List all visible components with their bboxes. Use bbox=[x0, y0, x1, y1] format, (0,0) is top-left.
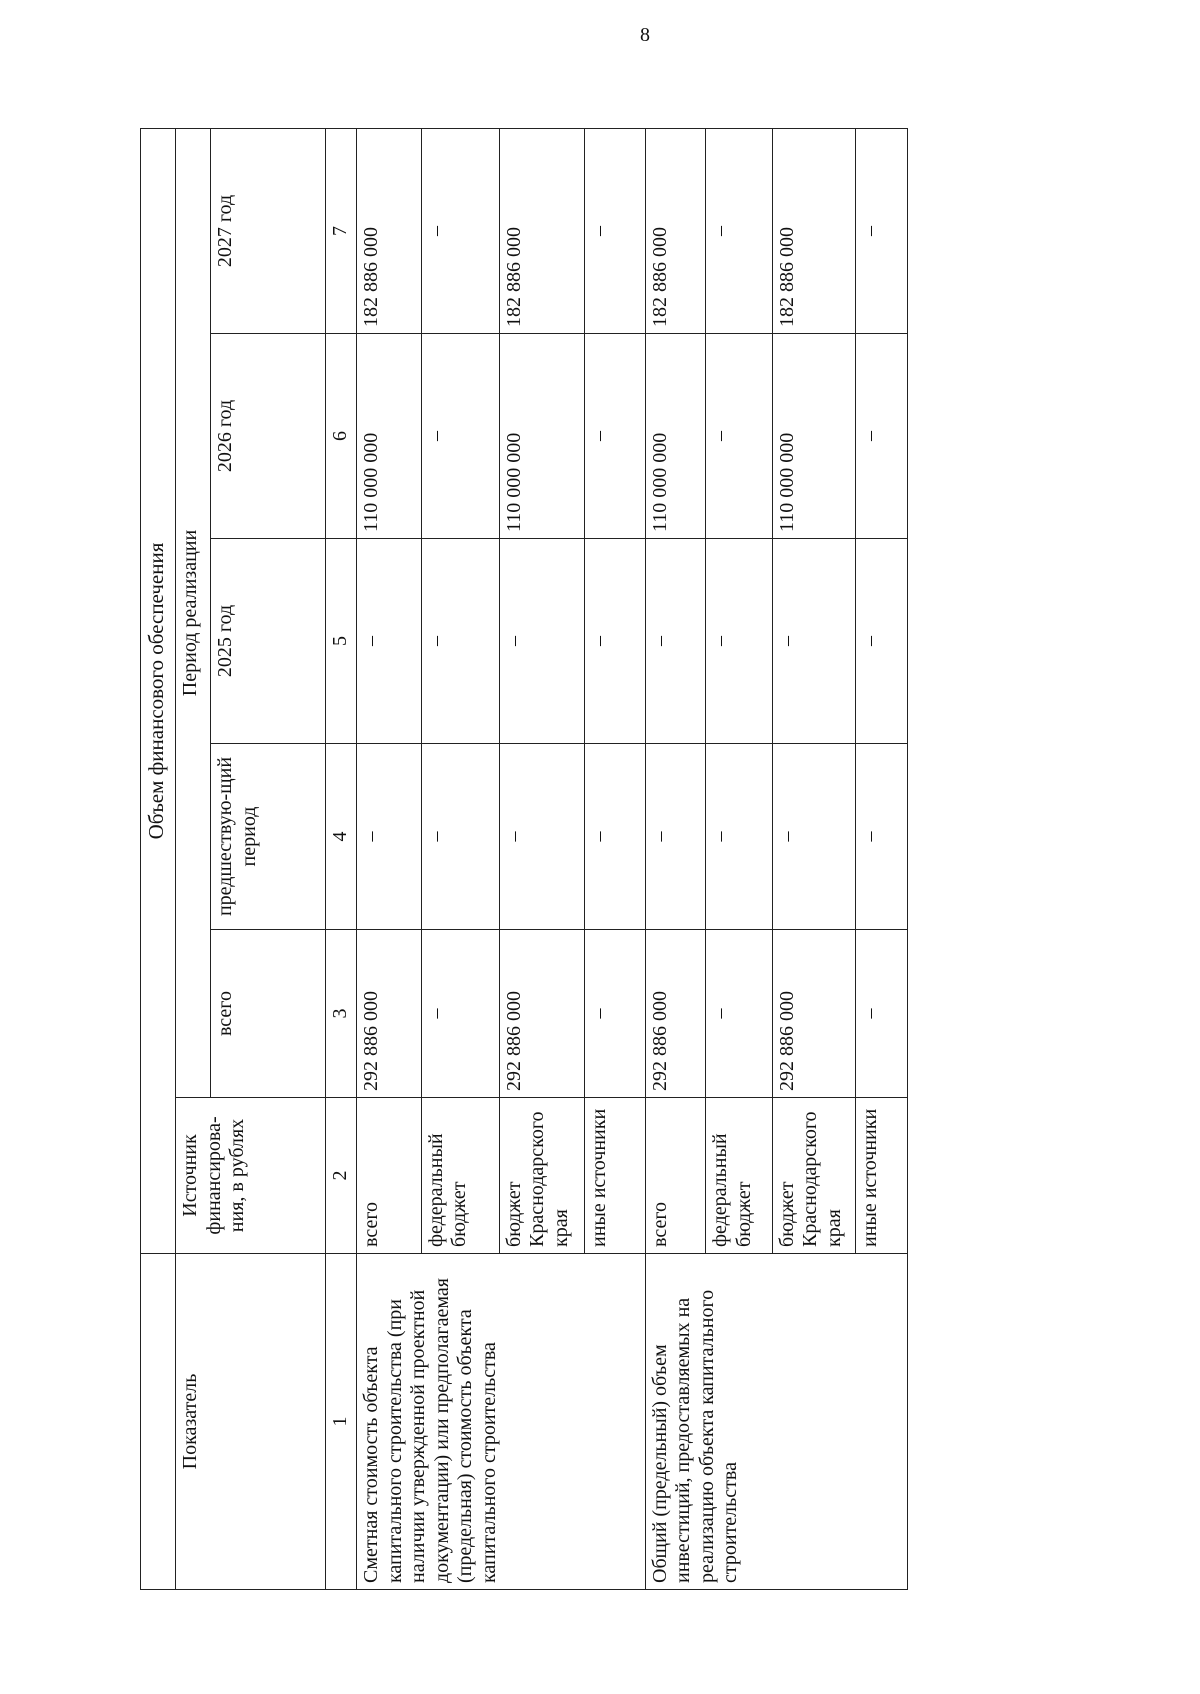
header-prior: предшествую-щий период bbox=[211, 744, 326, 930]
header-2026: 2026 год bbox=[211, 334, 326, 539]
rotated-table-container bbox=[140, 130, 908, 1590]
source-cell: федеральный бюджет bbox=[705, 1098, 772, 1254]
value-cell: – bbox=[421, 539, 499, 744]
value-cell: – bbox=[855, 930, 907, 1098]
value-cell: – bbox=[772, 539, 855, 744]
indicator-cell: Сметная стоимость объекта капитального строительства (при наличии утвержденной проектной документации) или предполагаемая (предельная) стоимость объекта капитального строительства bbox=[357, 1254, 646, 1590]
header-2025: 2025 год bbox=[211, 539, 326, 744]
column-number: 7 bbox=[326, 129, 357, 334]
value-cell: – bbox=[705, 334, 772, 539]
header-source: Источник финансирова-ния, в рублях bbox=[176, 1098, 326, 1254]
column-number: 4 bbox=[326, 744, 357, 930]
column-number: 1 bbox=[326, 1254, 357, 1590]
value-cell: – bbox=[421, 334, 499, 539]
column-number: 3 bbox=[326, 930, 357, 1098]
value-cell: 182 886 000 bbox=[499, 129, 584, 334]
source-cell: иные источники bbox=[855, 1098, 907, 1254]
value-cell: – bbox=[421, 744, 499, 930]
header-period: Период реализации bbox=[176, 129, 211, 1098]
value-cell: 292 886 000 bbox=[772, 930, 855, 1098]
column-number: 2 bbox=[326, 1098, 357, 1254]
value-cell: – bbox=[499, 539, 584, 744]
table-title: Объем финансового обеспечения bbox=[141, 129, 176, 1254]
indicator-cell: Общий (предельный) объем инвестиций, предоставляемых на реализацию объекта капитального строительства bbox=[645, 1254, 908, 1590]
source-cell: федеральный бюджет bbox=[421, 1098, 499, 1254]
header-indicator: Показатель bbox=[176, 1254, 326, 1590]
value-cell: 292 886 000 bbox=[499, 930, 584, 1098]
source-cell: всего bbox=[357, 1098, 422, 1254]
value-cell: – bbox=[499, 744, 584, 930]
table-row bbox=[357, 129, 422, 1590]
value-cell: 110 000 000 bbox=[499, 334, 584, 539]
value-cell: 182 886 000 bbox=[357, 129, 422, 334]
value-cell: 182 886 000 bbox=[645, 129, 705, 334]
value-cell: – bbox=[855, 539, 907, 744]
value-cell: – bbox=[645, 744, 705, 930]
value-cell: 292 886 000 bbox=[645, 930, 705, 1098]
value-cell: – bbox=[855, 334, 907, 539]
value-cell: – bbox=[585, 334, 645, 539]
value-cell: – bbox=[585, 129, 645, 334]
value-cell: – bbox=[705, 930, 772, 1098]
source-cell: бюджет Краснодарского края bbox=[772, 1098, 855, 1254]
value-cell: – bbox=[357, 744, 422, 930]
value-cell: – bbox=[421, 129, 499, 334]
value-cell: 292 886 000 bbox=[357, 930, 422, 1098]
value-cell: – bbox=[585, 930, 645, 1098]
value-cell: – bbox=[705, 744, 772, 930]
column-number: 6 bbox=[326, 334, 357, 539]
value-cell: 110 000 000 bbox=[772, 334, 855, 539]
column-number: 5 bbox=[326, 539, 357, 744]
header-total: всего bbox=[211, 930, 326, 1098]
source-cell: иные источники bbox=[585, 1098, 645, 1254]
value-cell: – bbox=[421, 930, 499, 1098]
source-cell: всего bbox=[645, 1098, 705, 1254]
value-cell: – bbox=[357, 539, 422, 744]
value-cell: – bbox=[645, 539, 705, 744]
value-cell: 110 000 000 bbox=[645, 334, 705, 539]
value-cell: – bbox=[705, 539, 772, 744]
page-number: 8 bbox=[640, 24, 650, 46]
value-cell: 182 886 000 bbox=[772, 129, 855, 334]
value-cell: – bbox=[585, 744, 645, 930]
value-cell: – bbox=[585, 539, 645, 744]
financing-table bbox=[140, 128, 908, 1590]
value-cell: – bbox=[705, 129, 772, 334]
value-cell: – bbox=[855, 129, 907, 334]
source-cell: бюджет Краснодарского края bbox=[499, 1098, 584, 1254]
value-cell: – bbox=[772, 744, 855, 930]
value-cell: – bbox=[855, 744, 907, 930]
value-cell: 110 000 000 bbox=[357, 334, 422, 539]
header-2027: 2027 год bbox=[211, 129, 326, 334]
table-row bbox=[645, 129, 705, 1590]
